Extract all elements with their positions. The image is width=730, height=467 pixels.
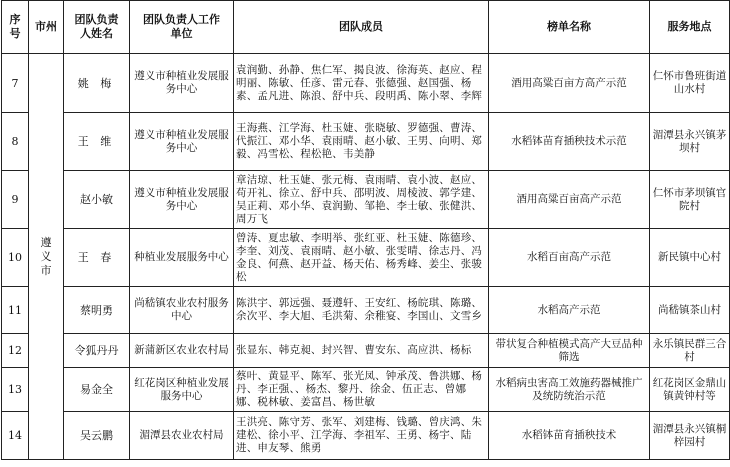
city-cell <box>29 54 64 460</box>
row-list: 水稻钵苗育插秧技术 <box>489 412 650 460</box>
row-list: 水稻高产示范 <box>489 287 650 334</box>
row-list: 酒用高粱百亩方高产示范 <box>489 54 650 113</box>
row-unit: 新蒲新区农业农村局 <box>130 334 234 368</box>
row-members: 蔡叶、黄显平、陈军、张光凤、钟承茂、鲁洪娜、杨丹、李正强、、杨杰、黎丹、徐金、伍正志、曾娜娜、税林敏、姜富昌、杨世敏 <box>234 368 489 412</box>
row-leader: 赵小敏 <box>64 171 130 229</box>
row-leader: 吴云鹏 <box>64 412 130 460</box>
row-list: 酒用高粱百亩高产示范 <box>489 171 650 229</box>
row-members: 王洪亮、陈守芳、张军、刘建梅、钱璐、曾庆鸿、朱建松、徐小平、江学海、李祖军、王勇、杨宇、陆进、申友琴、熊勇 <box>234 412 489 460</box>
city-name: 遵义市 <box>40 235 52 277</box>
table-row <box>2 287 730 334</box>
row-location: 新民镇中心村 <box>650 229 730 287</box>
row-location: 仁怀市茅坝镇官院村 <box>650 171 730 229</box>
row-leader: 王 维 <box>64 113 130 171</box>
team-table <box>1 0 730 460</box>
table-row <box>2 368 730 412</box>
table-row <box>2 412 730 460</box>
row-no: 9 <box>2 171 29 229</box>
row-location: 红花岗区金鼎山镇黄钟村等 <box>650 368 730 412</box>
row-no: 10 <box>2 229 29 287</box>
row-location: 湄潭县永兴镇桐梓园村 <box>650 412 730 460</box>
row-location: 永乐镇民群三合村 <box>650 334 730 368</box>
header-leader: 团队负责人姓名 <box>64 1 130 54</box>
row-members: 袁润勤、孙静、焦仁军、揭良波、徐海英、赵应、程明丽、陈敏、任彦、雷元春、张德强、赵国强、杨素、孟凡进、陈浪、舒中兵、段明禹、陈小翠、李辉 <box>234 54 489 113</box>
header-no: 序号 <box>2 1 29 54</box>
row-leader: 姚 梅 <box>64 54 130 113</box>
row-members: 曾涛、夏忠敏、李明举、张红亚、杜玉婕、陈德珍、李奎、刘茂、袁雨晴、赵小敏、张雯晴、徐志丹、冯金良、何燕、赵开益、杨天佑、杨秀峰、姜尘、张骏松 <box>234 229 489 287</box>
row-unit: 湄潭县农业农村局 <box>130 412 234 460</box>
row-members: 王海燕、江学海、杜玉婕、张晓敏、罗德强、曹涛、代振江、邓小华、袁雨晴、赵小敏、王男、向明、郑毅、冯雪松、程松艳、韦美静 <box>234 113 489 171</box>
row-unit: 遵义市种植业发展服务中心 <box>130 113 234 171</box>
row-list: 水稻百亩高产示范 <box>489 229 650 287</box>
row-no: 8 <box>2 113 29 171</box>
row-no: 12 <box>2 334 29 368</box>
row-unit: 尚嵇镇农业农村服务中心 <box>130 287 234 334</box>
row-unit: 种植业发展服务中心 <box>130 229 234 287</box>
row-location: 仁怀市鲁班街道山水村 <box>650 54 730 113</box>
row-leader: 易金全 <box>64 368 130 412</box>
table-row <box>2 113 730 171</box>
row-leader: 蔡明勇 <box>64 287 130 334</box>
row-unit: 遵义市种植业发展服务中心 <box>130 171 234 229</box>
header-city: 市州 <box>29 1 64 54</box>
row-location: 尚嵇镇茶山村 <box>650 287 730 334</box>
header-unit: 团队负责人工作单位 <box>130 1 234 54</box>
row-leader: 王 春 <box>64 229 130 287</box>
row-members: 陈洪宇、郭远强、聂遵轩、王安红、杨皖琪、陈璐、余次平、李大旭、毛洪菊、余稚宴、李国山、文雪乡 <box>234 287 489 334</box>
row-no: 14 <box>2 412 29 460</box>
row-no: 7 <box>2 54 29 113</box>
header-row <box>2 1 730 54</box>
row-list: 水稻病虫害高工效施药器械推广及统防统治示范 <box>489 368 650 412</box>
row-list: 水稻钵苗育插秧技术示范 <box>489 113 650 171</box>
row-no: 13 <box>2 368 29 412</box>
row-list: 带状复合种植模式高产大豆品种筛选 <box>489 334 650 368</box>
row-members: 章洁琼、杜玉婕、张元梅、袁雨晴、袁小波、赵应、苟开礼、徐立、舒中兵、邵明波、周棱波、郭学建、吴正莉、邓小华、袁润勤、邹艳、李士敏、张健洪、周万飞 <box>234 171 489 229</box>
header-list: 榜单名称 <box>489 1 650 54</box>
table-row <box>2 54 730 113</box>
row-no: 11 <box>2 287 29 334</box>
header-members: 团队成员 <box>234 1 489 54</box>
header-location: 服务地点 <box>650 1 730 54</box>
row-leader: 令狐丹丹 <box>64 334 130 368</box>
table-row <box>2 334 730 368</box>
row-unit: 遵义市种植业发展服务中心 <box>130 54 234 113</box>
row-members: 张显东、韩克昶、封兴智、曹安东、高应洪、杨标 <box>234 334 489 368</box>
table-row <box>2 229 730 287</box>
table-row <box>2 171 730 229</box>
row-location: 湄潭县永兴镇茅坝村 <box>650 113 730 171</box>
row-unit: 红花岗区种植业发展服务中心 <box>130 368 234 412</box>
